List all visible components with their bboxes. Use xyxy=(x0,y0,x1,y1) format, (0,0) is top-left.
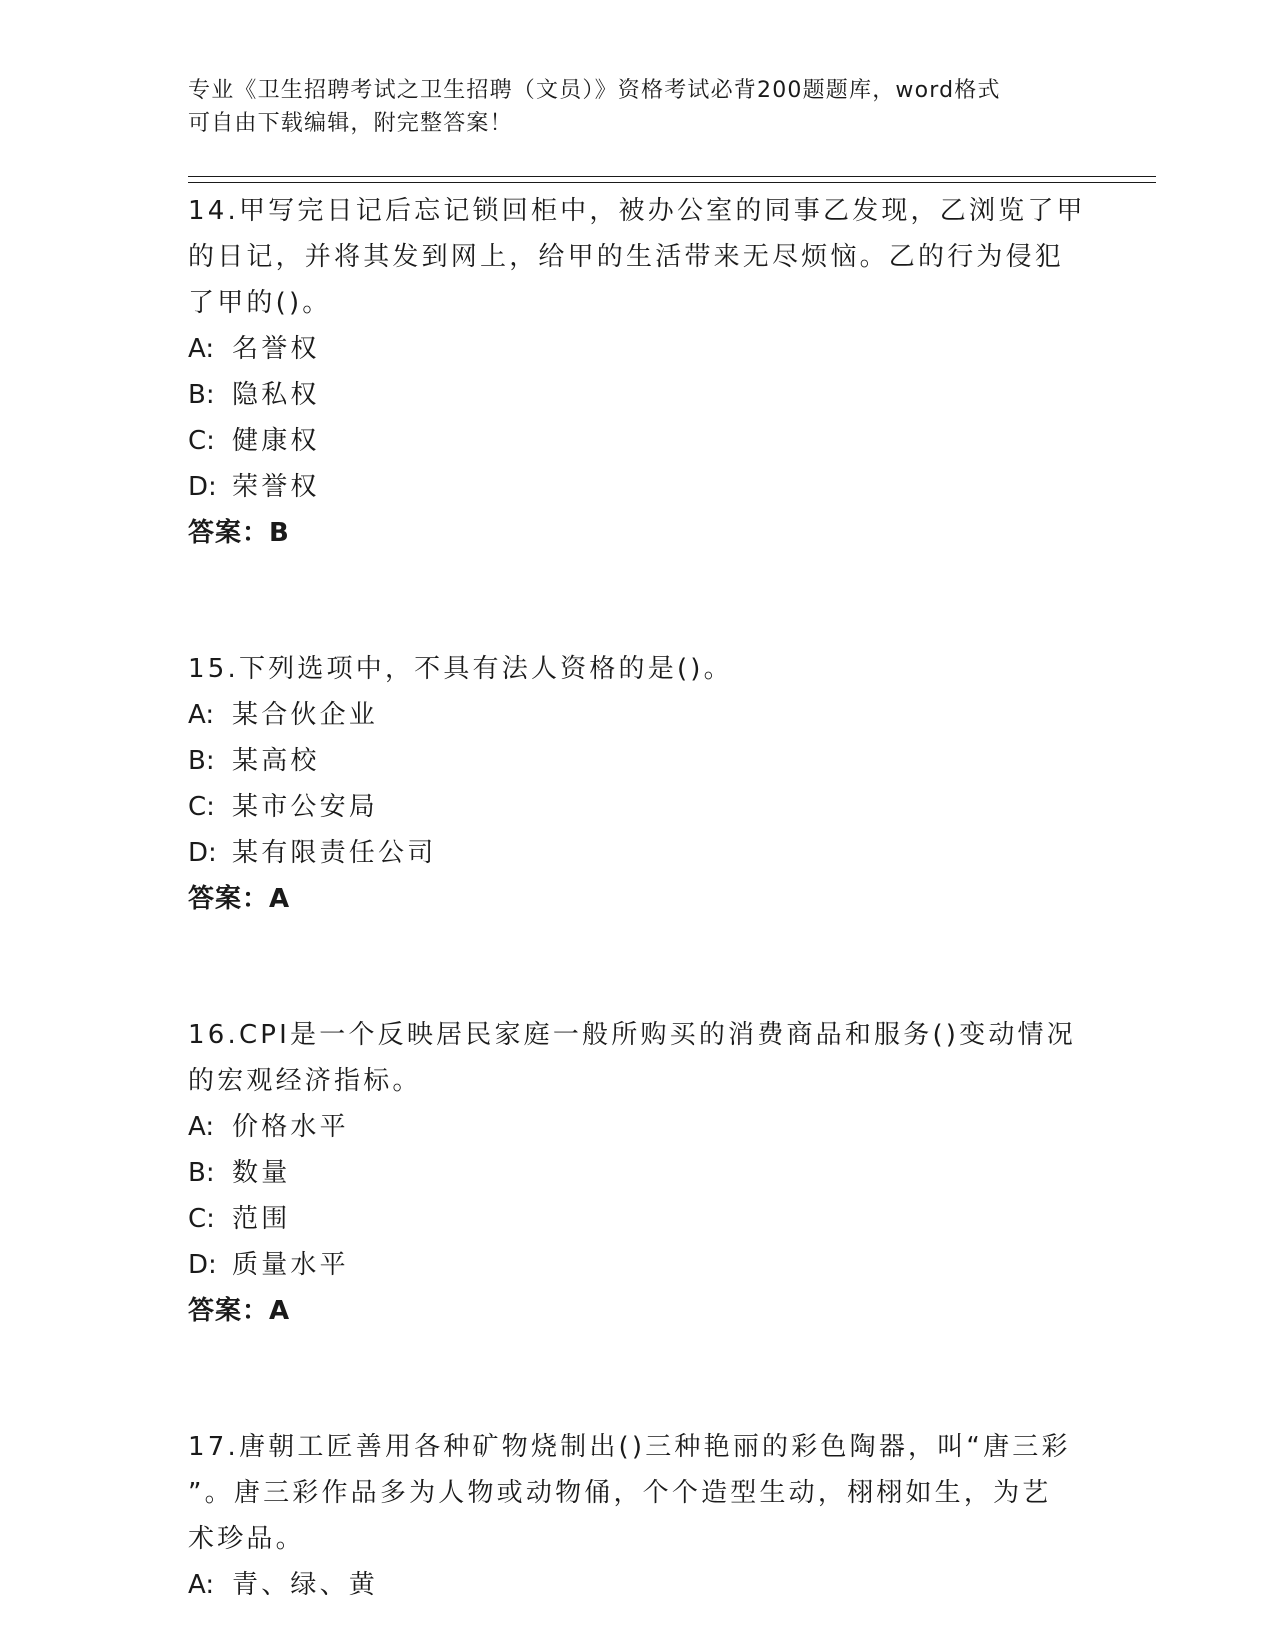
question-14 xyxy=(188,188,1088,556)
option-d xyxy=(188,1242,1088,1288)
option-text: 隐私权 xyxy=(232,380,320,410)
option-letter: A: xyxy=(188,334,215,364)
question-gap xyxy=(188,922,1088,1012)
option-letter: A: xyxy=(188,1570,215,1600)
header-line-1: 专业《卫生招聘考试之卫生招聘（文员）》资格考试必背200题题库，word格式 xyxy=(188,78,1001,103)
stem-line: 17.唐朝工匠善用各种矿物烧制出()三种艳丽的彩色陶器，叫“唐三彩 xyxy=(188,1432,1071,1462)
header-line-2: 可自由下载编辑，附完整答案！ xyxy=(188,111,513,136)
question-stem xyxy=(188,188,1088,326)
option-text: 范围 xyxy=(232,1204,291,1234)
question-stem xyxy=(188,1012,1088,1104)
option-a xyxy=(188,326,1088,372)
option-text: 名誉权 xyxy=(232,334,320,364)
option-c xyxy=(188,784,1088,830)
question-16 xyxy=(188,1012,1088,1334)
option-letter: B: xyxy=(188,380,215,410)
option-text: 某高校 xyxy=(232,746,320,776)
answer-line: 答案：A xyxy=(188,1296,291,1326)
question-15 xyxy=(188,646,1088,922)
stem-line: 15.下列选项中，不具有法人资格的是()。 xyxy=(188,654,733,684)
stem-line: ”。唐三彩作品多为人物或动物俑，个个造型生动，栩栩如生，为艺 xyxy=(188,1478,1052,1508)
option-letter: C: xyxy=(188,426,215,456)
option-a xyxy=(188,1104,1088,1150)
option-text: 健康权 xyxy=(232,426,320,456)
option-d xyxy=(188,464,1088,510)
option-text: 青、绿、黄 xyxy=(232,1570,379,1600)
option-a xyxy=(188,692,1088,738)
answer-line: 答案：A xyxy=(188,884,291,914)
question-17 xyxy=(188,1424,1088,1608)
option-letter: B: xyxy=(188,1158,215,1188)
question-stem xyxy=(188,646,1088,692)
option-letter: C: xyxy=(188,792,215,822)
option-letter: A: xyxy=(188,700,215,730)
option-letter: D: xyxy=(188,838,217,868)
option-text: 荣誉权 xyxy=(232,472,320,502)
option-c xyxy=(188,1196,1088,1242)
option-a xyxy=(188,1562,1088,1608)
option-letter: C: xyxy=(188,1204,215,1234)
document-header xyxy=(188,74,1088,140)
option-b xyxy=(188,1150,1088,1196)
stem-line: 16.CPI是一个反映居民家庭一般所购买的消费商品和服务()变动情况 xyxy=(188,1020,1076,1050)
stem-line: 的宏观经济指标。 xyxy=(188,1066,422,1096)
header-rule-top xyxy=(188,176,1156,177)
option-text: 数量 xyxy=(232,1158,291,1188)
option-text: 价格水平 xyxy=(232,1112,349,1142)
stem-line: 14.甲写完日记后忘记锁回柜中，被办公室的同事乙发现，乙浏览了甲 xyxy=(188,196,1086,226)
header-rule-bottom xyxy=(188,182,1156,183)
option-text: 某有限责任公司 xyxy=(232,838,437,868)
question-gap xyxy=(188,1334,1088,1424)
option-b xyxy=(188,738,1088,784)
option-text: 质量水平 xyxy=(232,1250,349,1280)
answer-line: 答案：B xyxy=(188,518,290,548)
question-gap xyxy=(188,556,1088,646)
option-letter: D: xyxy=(188,1250,217,1280)
option-b xyxy=(188,372,1088,418)
option-d xyxy=(188,830,1088,876)
option-c xyxy=(188,418,1088,464)
option-letter: D: xyxy=(188,472,217,502)
stem-line: 的日记，并将其发到网上，给甲的生活带来无尽烦恼。乙的行为侵犯 xyxy=(188,242,1065,272)
option-letter: A: xyxy=(188,1112,215,1142)
stem-line: 术珍品。 xyxy=(188,1524,305,1554)
question-stem xyxy=(188,1424,1088,1562)
question-list xyxy=(188,188,1088,1608)
option-text: 某合伙企业 xyxy=(232,700,379,730)
option-text: 某市公安局 xyxy=(232,792,379,822)
option-letter: B: xyxy=(188,746,215,776)
stem-line: 了甲的()。 xyxy=(188,288,332,318)
